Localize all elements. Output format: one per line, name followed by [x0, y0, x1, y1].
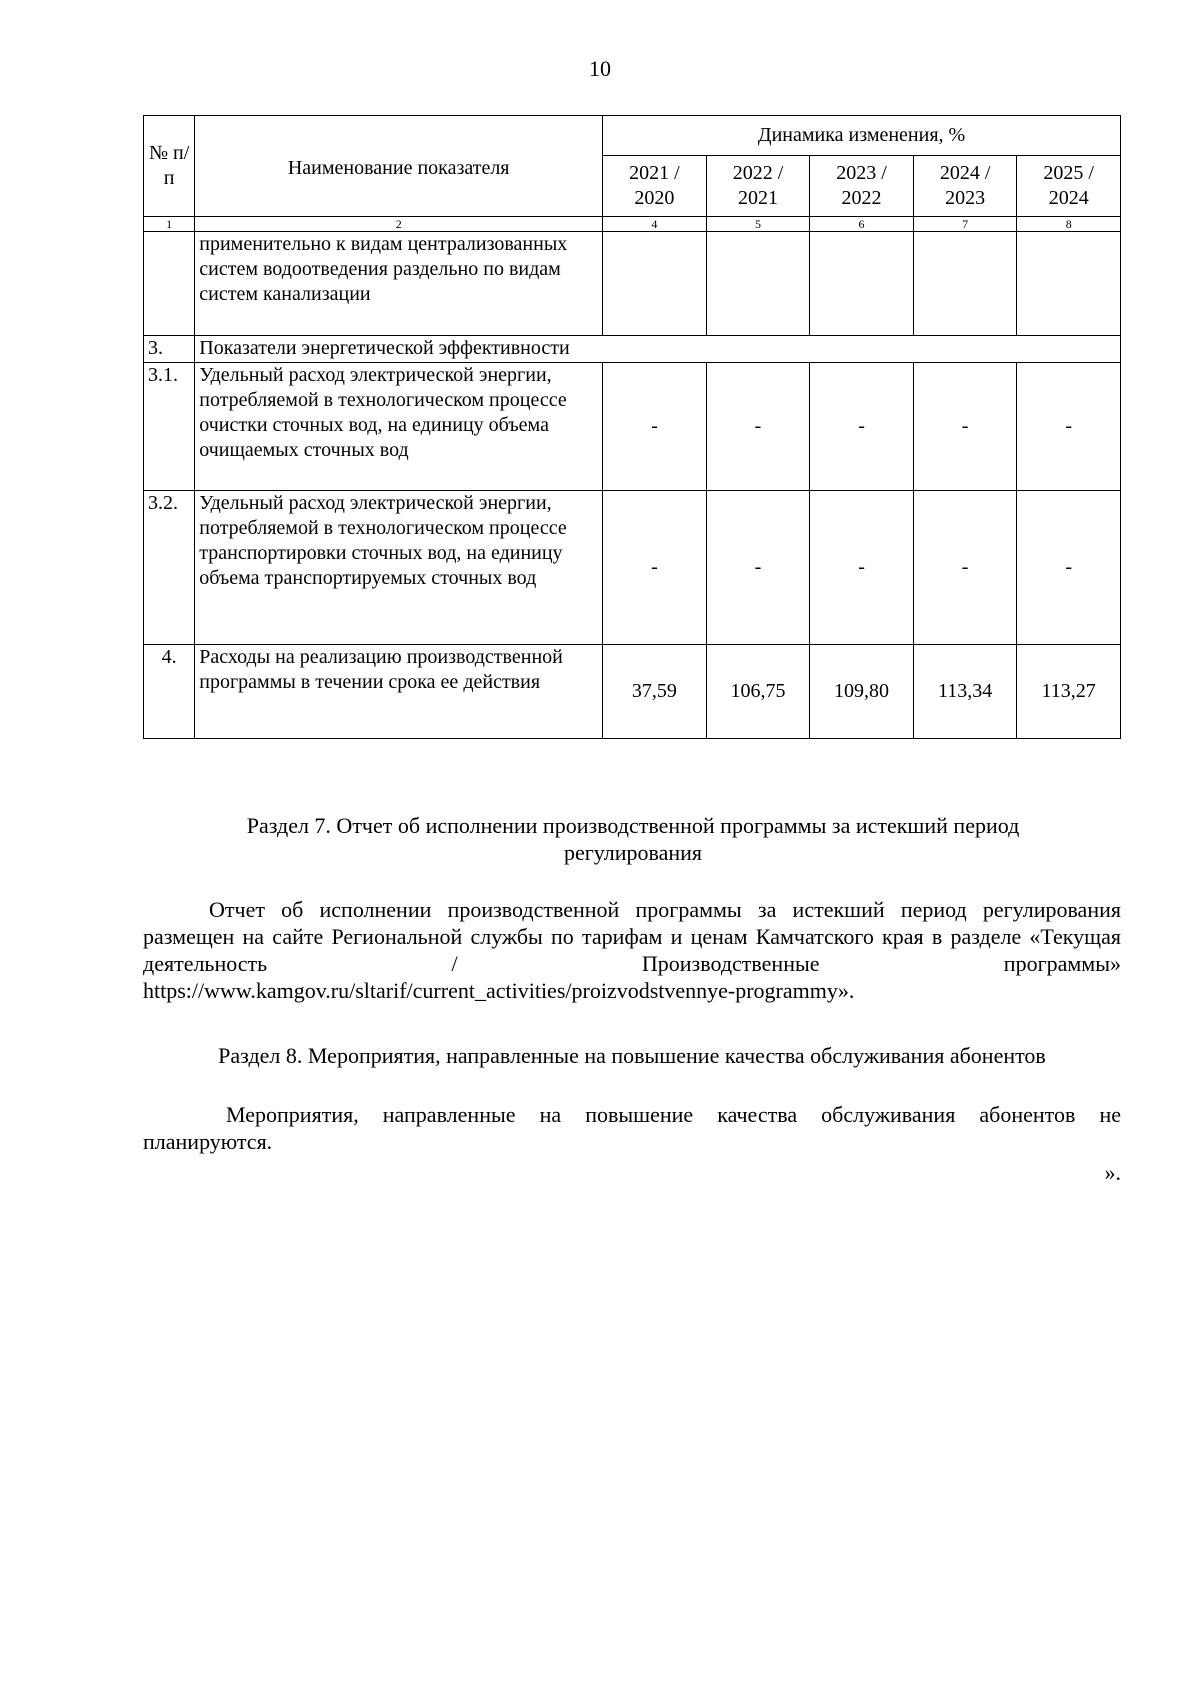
row-name: Удельный расход электрической энергии, потребляемой в технологическом процессе очистки сточных вод, на единицу объема очищаемых сточных вод: [195, 363, 603, 491]
row-value: [913, 232, 1017, 336]
header-dynamics: Динамика изменения, %: [603, 116, 1121, 156]
row-num: 3.2.: [144, 491, 195, 645]
header-year: 2024 / 2023: [913, 156, 1017, 217]
row-value: 106,75: [706, 645, 810, 739]
table-row: [144, 491, 1121, 645]
row-value: -: [810, 491, 914, 645]
section-7-title: Раздел 7. Отчет об исполнении производственной программы за истекший период регулирования: [246, 813, 1020, 865]
row-name: применительно к видам централизованных систем водоотведения раздельно по видам систем канализации: [195, 232, 603, 336]
column-index-row: [144, 217, 1121, 232]
row-value: -: [706, 491, 810, 645]
row-value: 113,34: [913, 645, 1017, 739]
section-8-text: [143, 1101, 1121, 1155]
header-year: 2022 / 2021: [706, 156, 810, 217]
section-7-text: [143, 896, 1121, 1004]
table-row: [144, 363, 1121, 491]
row-name: Удельный расход электрической энергии, потребляемой в технологическом процессе транспортировки сточных вод, на единицу объема транспортируемых сточных вод: [195, 491, 603, 645]
row-value: 113,27: [1017, 645, 1121, 739]
header-num: № п/п: [144, 116, 195, 217]
table-row: [144, 232, 1121, 336]
column-index: 1: [144, 217, 195, 232]
row-value: -: [1017, 363, 1121, 491]
column-index: 5: [706, 217, 810, 232]
row-value: -: [1017, 491, 1121, 645]
table-row: [144, 645, 1121, 739]
column-index: 4: [603, 217, 707, 232]
header-year: 2023 / 2022: [810, 156, 914, 217]
row-name: Показатели энергетической эффективности: [195, 336, 1121, 363]
row-value: [1017, 232, 1121, 336]
row-value: -: [603, 363, 707, 491]
column-index: 6: [810, 217, 914, 232]
header-name: Наименование показателя: [195, 116, 603, 217]
row-num: 4.: [144, 645, 195, 739]
row-value: [603, 232, 707, 336]
row-value: -: [706, 363, 810, 491]
page-number: 10: [589, 56, 611, 81]
closing-quote: ».: [1104, 1160, 1121, 1185]
section-8-body: Мероприятия, направленные на повышение качества обслуживания абонентов не планируются.: [143, 1102, 1121, 1154]
row-value: -: [603, 491, 707, 645]
header-year: 2021 / 2020: [603, 156, 707, 217]
row-num: [144, 232, 195, 336]
section-7-body: Отчет об исполнении производственной программы за истекший период регулирования размещен на сайте Региональной службы по тарифам и ценам Камчатского края в разделе «Текущая деятельность / Производственные программы» https://www.kamgov.ru/sltarif/current_activities/proizvodstvennye-programmy».: [143, 897, 1121, 1003]
column-index: 2: [195, 217, 603, 232]
indicators-table: [143, 115, 1121, 739]
header-year: 2025 / 2024: [1017, 156, 1121, 217]
column-index: 8: [1017, 217, 1121, 232]
row-value: -: [810, 363, 914, 491]
section-8-title: Раздел 8. Мероприятия, направленные на повышение качества обслуживания абонентов: [218, 1043, 1046, 1068]
row-value: -: [913, 363, 1017, 491]
row-name: Расходы на реализацию производственной программы в течении срока ее действия: [195, 645, 603, 739]
row-value: 37,59: [603, 645, 707, 739]
row-num: 3.1.: [144, 363, 195, 491]
row-value: [706, 232, 810, 336]
row-value: 109,80: [810, 645, 914, 739]
row-num: 3.: [144, 336, 195, 363]
row-value: -: [913, 491, 1017, 645]
table-section-row: [144, 336, 1121, 363]
row-value: [810, 232, 914, 336]
column-index: 7: [913, 217, 1017, 232]
